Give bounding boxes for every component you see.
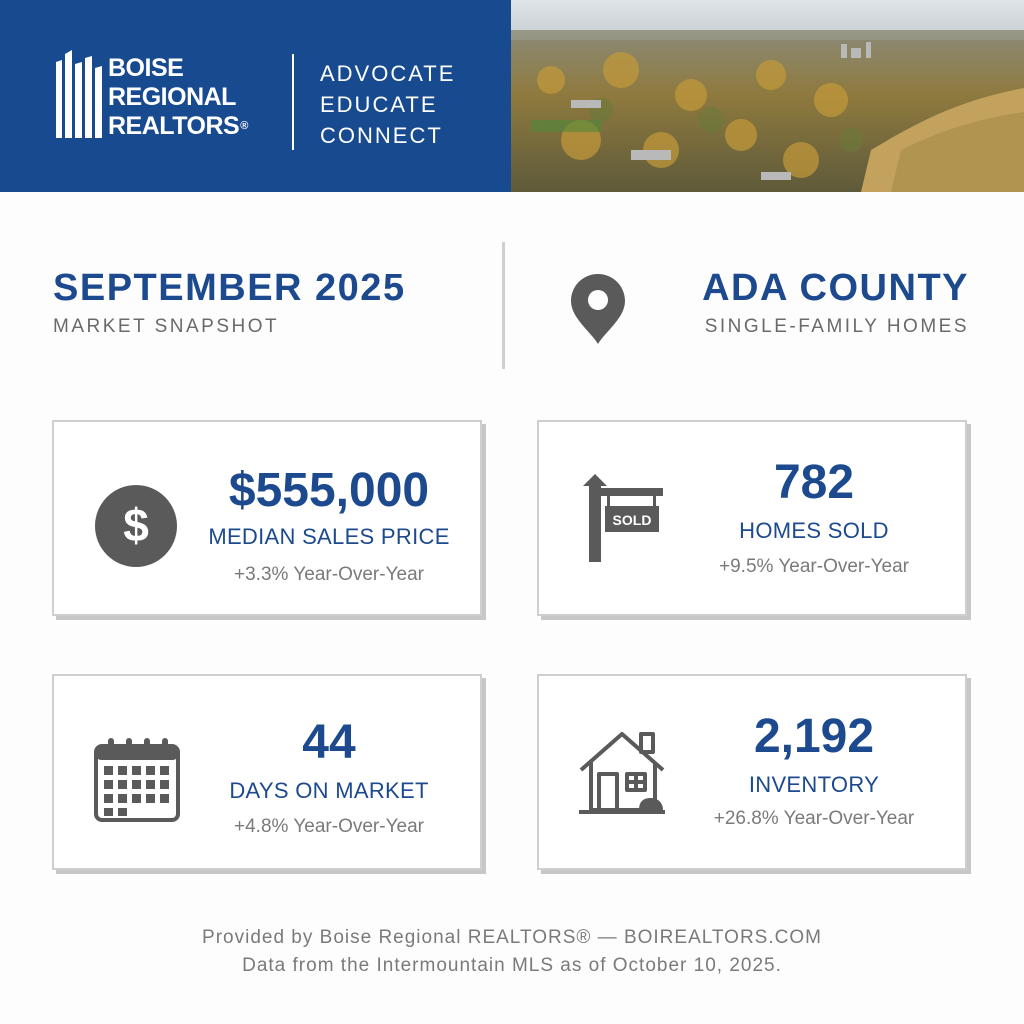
stat-change: +4.8% Year-Over-Year — [234, 816, 424, 837]
stat-card-days-on-market — [52, 674, 482, 870]
tagline-line-3: CONNECT — [320, 123, 443, 148]
footer — [0, 924, 1024, 980]
tagline-line-2: EDUCATE — [320, 92, 438, 117]
period-title: SEPTEMBER 2025 — [53, 267, 406, 309]
registered-mark: ® — [240, 120, 248, 132]
area-title: ADA COUNTY — [702, 267, 969, 309]
sold-sign-text: SOLD — [612, 512, 652, 528]
stat-card-median-price — [52, 420, 482, 616]
section-divider — [502, 242, 505, 369]
logo-wordmark — [108, 54, 248, 141]
report-area — [702, 262, 969, 338]
stat-label: HOMES SOLD — [739, 518, 889, 543]
stat-change: +26.8% Year-Over-Year — [713, 808, 915, 829]
calendar-icon — [94, 736, 180, 822]
brand-panel — [0, 0, 511, 192]
stat-card-homes-sold — [537, 420, 967, 616]
dollar-icon — [94, 484, 178, 568]
stat-card-inventory — [537, 674, 967, 870]
boise-aerial-photo — [511, 0, 1024, 192]
logo-line-3: REALTORS — [108, 112, 240, 140]
stat-label: INVENTORY — [748, 772, 880, 797]
stat-change: +3.3% Year-Over-Year — [234, 564, 424, 585]
sold-sign-icon — [577, 474, 665, 562]
house-icon — [579, 728, 665, 816]
footer-credit: Provided by Boise Regional REALTORS® — BOIREALTORS.COM — [202, 927, 822, 948]
report-period — [53, 262, 406, 338]
stat-label: MEDIAN SALES PRICE — [208, 524, 450, 549]
tagline-line-1: ADVOCATE — [320, 61, 456, 86]
stat-label: DAYS ON MARKET — [229, 778, 429, 803]
footer-source: Data from the Intermountain MLS as of October 10, 2025. — [242, 955, 782, 976]
location-pin-icon — [569, 272, 627, 346]
stat-value: 2,192 — [753, 710, 875, 763]
area-subtitle: SINGLE-FAMILY HOMES — [704, 316, 969, 337]
logo-line-2: REGIONAL — [108, 83, 236, 111]
svg-text:$: $ — [123, 499, 149, 551]
logo-mark-icon — [56, 50, 104, 140]
stat-value: 782 — [773, 456, 855, 509]
stat-change: +9.5% Year-Over-Year — [719, 556, 909, 577]
stat-value: $555,000 — [228, 464, 430, 517]
period-subtitle: MARKET SNAPSHOT — [53, 316, 280, 337]
header-banner — [0, 0, 1024, 192]
tagline — [320, 58, 455, 151]
stat-value: 44 — [302, 716, 356, 769]
logo-line-1: BOISE — [108, 54, 184, 82]
logo-divider — [292, 54, 294, 150]
